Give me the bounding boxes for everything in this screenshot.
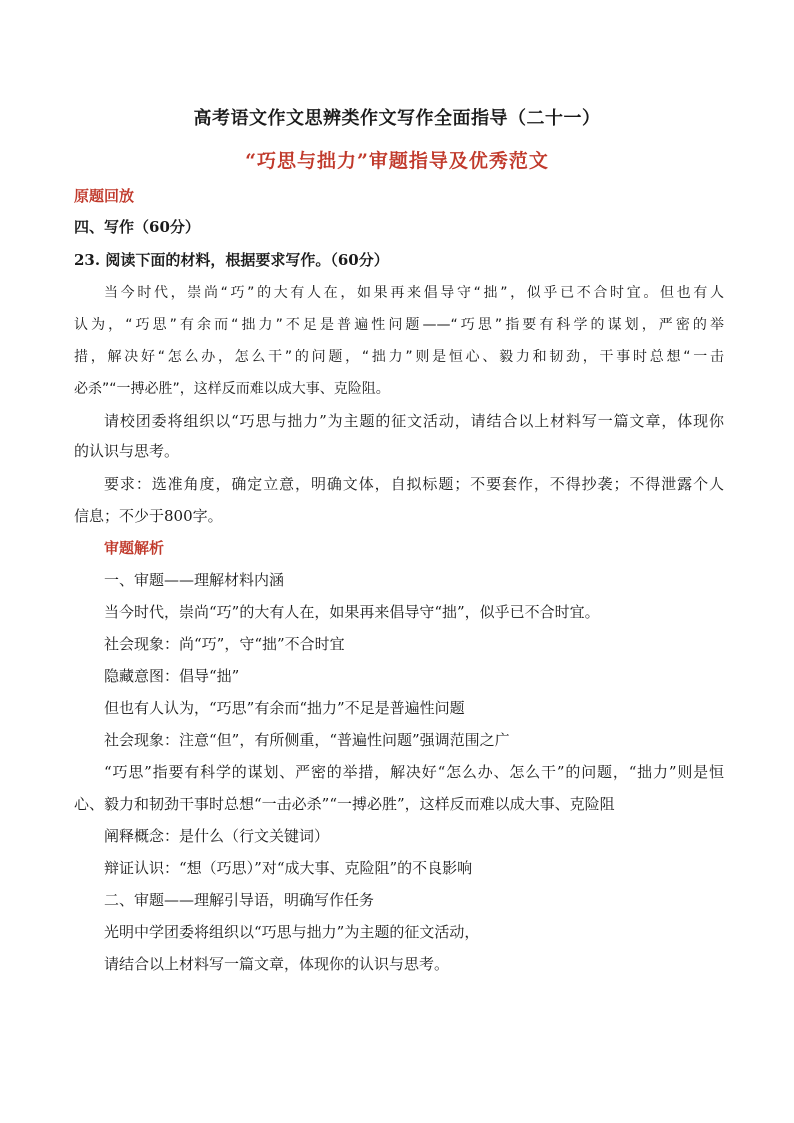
analysis-line-4: 隐藏意图：倡导“拙” [104, 667, 240, 685]
analysis-line-5: 但也有人认为，“巧思”有余而“拙力”不足是普遍性问题 [104, 699, 465, 717]
analysis-line-9: 阐释概念：是什么（行文关键词） [104, 827, 330, 845]
analysis-line-3: 社会现象：尚“巧”，守“拙”不合时宜 [104, 635, 345, 653]
question-prompt: 23. 阅读下面的材料，根据要求写作。（60分） [74, 251, 389, 269]
analysis-line-13: 请结合以上材料写一篇文章，体现你的认识与思考。 [104, 955, 450, 973]
task-line-2: 的认识与思考。 [74, 442, 180, 460]
task-line-1: 请校团委将组织以“巧思与拙力”为主题的征文活动，请结合以上材料写一篇文章，体现你 [104, 412, 724, 430]
analysis-line-11: 二、审题——理解引导语，明确写作任务 [104, 891, 375, 909]
requirement-line-1: 要求：选准角度，确定立意，明确文体，自拟标题；不要套作，不得抄袭；不得泄露个人 [104, 475, 724, 493]
analysis-line-12: 光明中学团委将组织以“巧思与拙力”为主题的征文活动， [104, 923, 480, 941]
section-original: 原题回放 [74, 187, 135, 205]
analysis-line-6: 社会现象：注意“但”，有所侧重，“普遍性问题”强调范围之广 [104, 731, 510, 749]
heading-writing: 四、写作（60分） [74, 218, 200, 236]
section-analysis: 审题解析 [104, 539, 165, 557]
document-subtitle: “巧思与拙力”审题指导及优秀范文 [245, 150, 549, 172]
analysis-line-7: “巧思”指要有科学的谋划、严密的举措，解决好“怎么办、怎么干”的问题，“拙力”则是恒 [104, 763, 724, 781]
analysis-line-1: 一、审题——理解材料内涵 [104, 571, 285, 589]
material-line-1: 当今时代，崇尚“巧”的大有人在，如果再来倡导守“拙”，似乎已不合时宜。但也有人 [104, 285, 724, 301]
analysis-line-8: 心、毅力和韧劲干事时总想“一击必杀”“一搏必胜”，这样反而难以成大事、克险阻 [74, 795, 615, 813]
material-line-3: 措，解决好“怎么办，怎么干”的问题，“拙力”则是恒心、毅力和韧劲，干事时总想“一击 [74, 349, 724, 365]
requirement-line-2: 信息；不少于800字。 [74, 507, 223, 525]
material-line-4: 必杀”“一搏必胜”，这样反而难以成大事、克险阻。 [74, 381, 390, 397]
analysis-line-2: 当今时代，崇尚“巧”的大有人在，如果再来倡导守“拙”，似乎已不合时宜。 [104, 603, 600, 621]
material-line-2: 认为，“巧思”有余而“拙力”不足是普遍性问题——“巧思”指要有科学的谋划，严密的举 [74, 317, 724, 333]
analysis-line-10: 辩证认识：“想（巧思）”对“成大事、克险阻”的不良影响 [104, 859, 473, 877]
document-title: 高考语文作文思辨类作文写作全面指导（二十一） [193, 108, 601, 129]
